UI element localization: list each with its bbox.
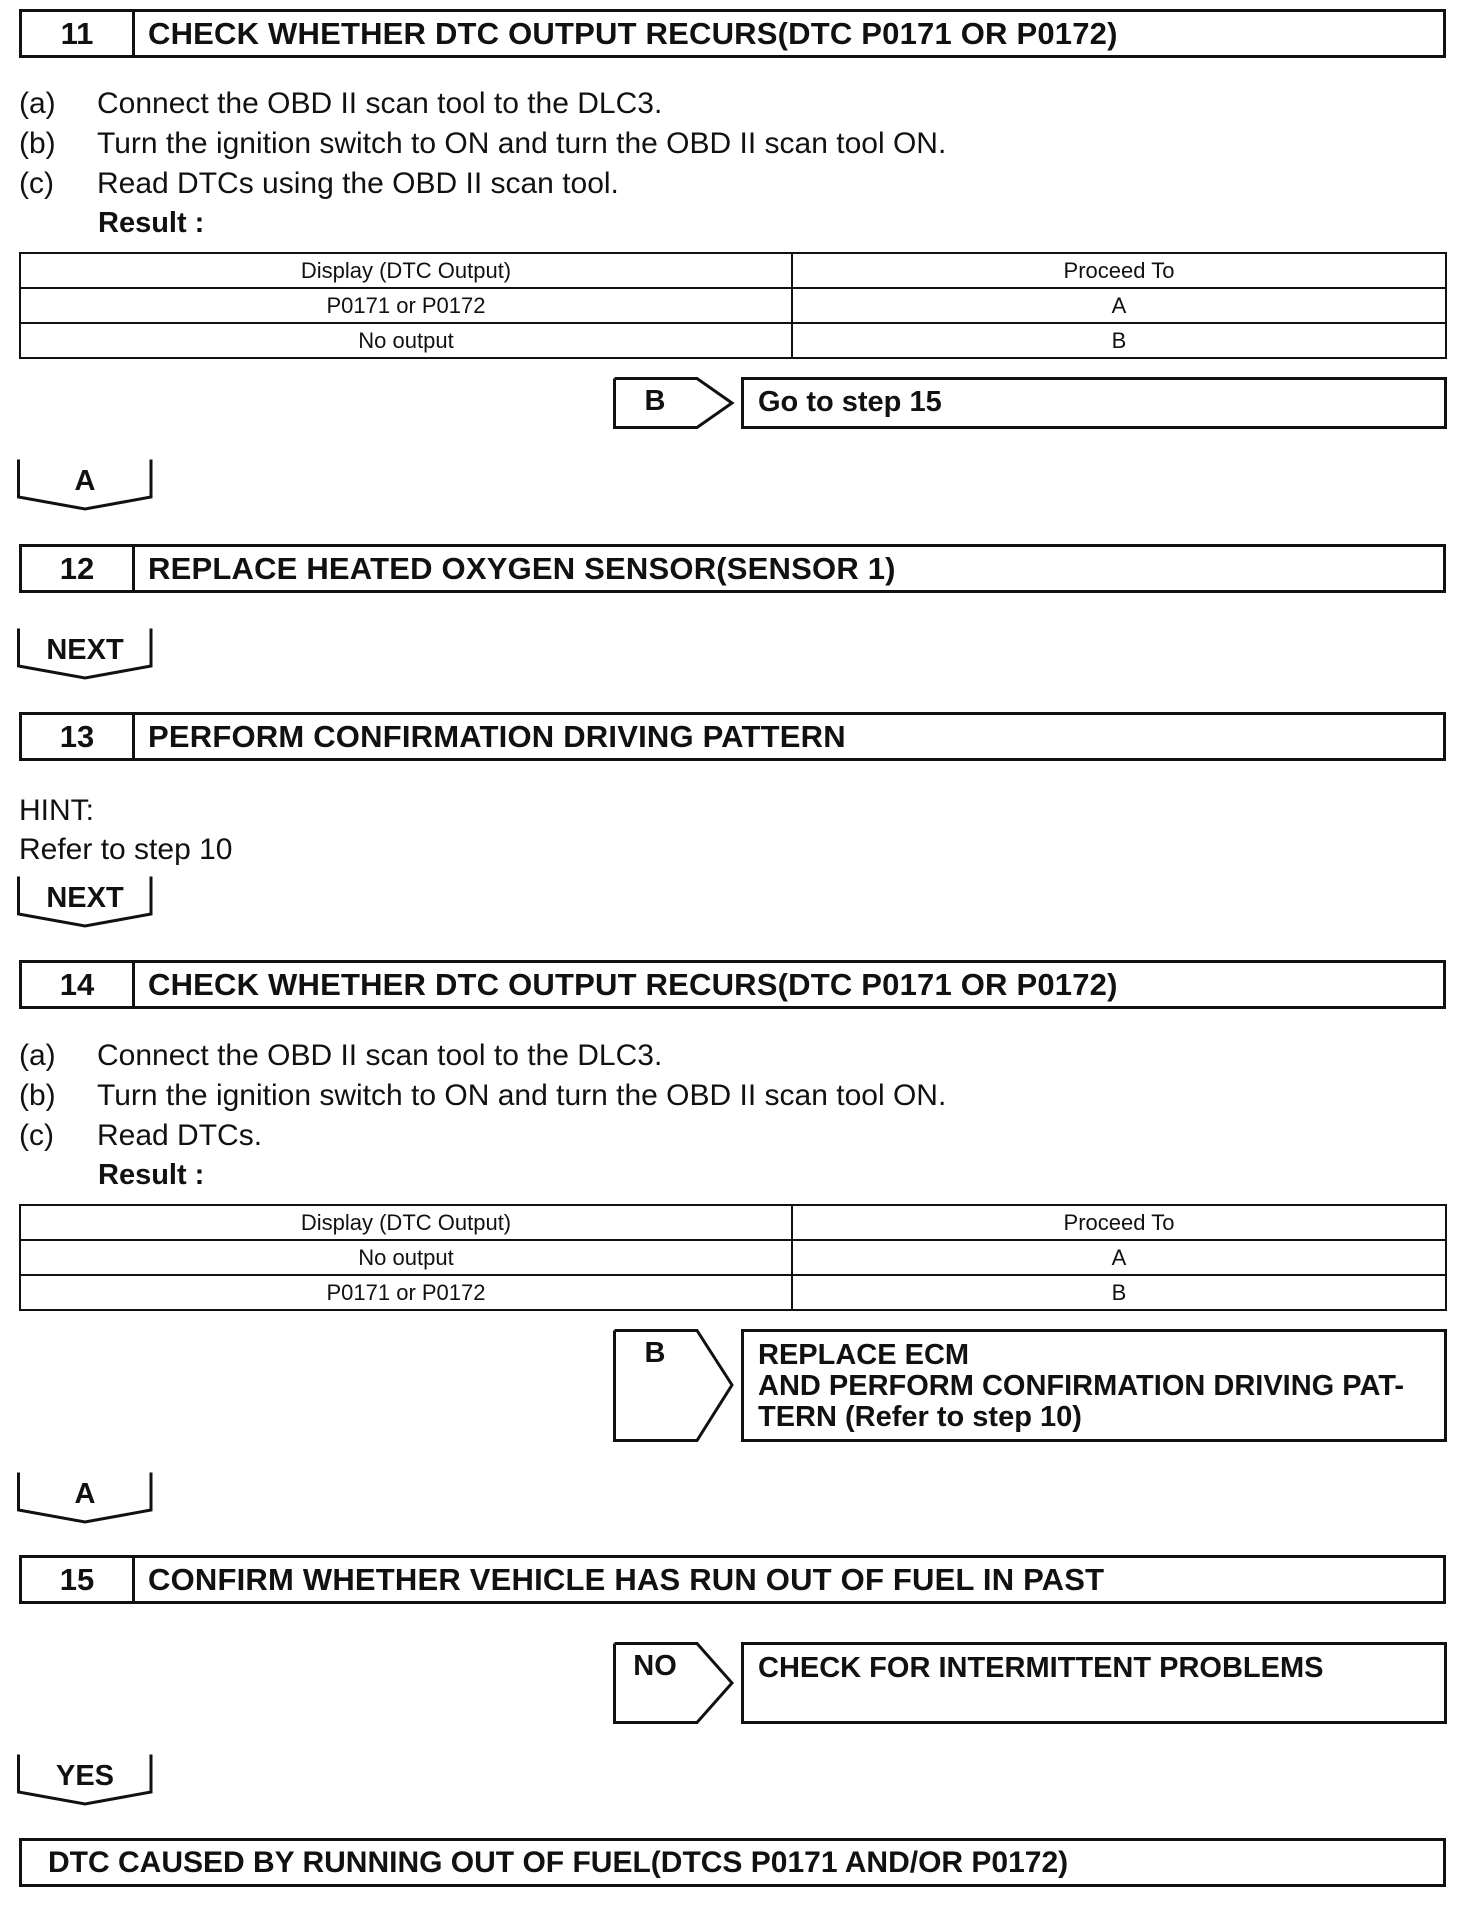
step-title: REPLACE HEATED OXYGEN SENSOR(SENSOR 1) [148, 550, 896, 586]
branch-b-arrow [613, 377, 735, 429]
item-label: (c) [19, 167, 54, 200]
step-12-header [19, 544, 1446, 593]
instruction-item [19, 1119, 262, 1153]
destination-line: AND PERFORM CONFIRMATION DRIVING PAT- [758, 1370, 1405, 1402]
table-cell: B [792, 323, 1446, 358]
item-label: (a) [19, 1039, 56, 1072]
item-text: Read DTCs. [97, 1119, 263, 1152]
item-text: Turn the ignition switch to ON and turn the OBD II scan tool ON. [97, 127, 947, 160]
tag-label: A [74, 465, 96, 497]
result-label: Result : [98, 207, 205, 239]
hint-text: Refer to step 10 [19, 833, 233, 866]
next-tag-a [17, 1471, 157, 1525]
branch-destination: Go to step 15 [741, 377, 1447, 429]
instruction-item [19, 167, 619, 201]
result-table [19, 252, 1447, 359]
table-cell: P0171 or P0172 [20, 1275, 792, 1310]
step-title: PERFORM CONFIRMATION DRIVING PATTERN [148, 718, 846, 754]
destination-line: REPLACE ECM [758, 1339, 970, 1371]
step-11-header [19, 9, 1446, 58]
result-label: Result : [98, 1159, 205, 1191]
table-cell: A [792, 288, 1446, 323]
table-header: Display (DTC Output) [20, 253, 792, 288]
branch-destination [741, 1329, 1447, 1442]
branch-no-arrow [613, 1642, 735, 1724]
branch-label: NO [633, 1650, 677, 1682]
item-text: Connect the OBD II scan tool to the DLC3. [97, 87, 663, 120]
item-text: Connect the OBD II scan tool to the DLC3. [97, 1039, 663, 1072]
step-14-header [19, 960, 1446, 1009]
branch-label: B [644, 385, 666, 417]
next-tag-yes [17, 1753, 157, 1807]
table-cell: B [792, 1275, 1446, 1310]
step-13-header [19, 712, 1446, 761]
step-number: 11 [22, 12, 135, 55]
tag-label: NEXT [46, 634, 124, 666]
table-header: Proceed To [792, 1205, 1446, 1240]
branch-b-arrow [613, 1329, 735, 1442]
instruction-item [19, 127, 946, 161]
step-number: 13 [22, 715, 135, 758]
destination-line: TERN (Refer to step 10) [758, 1401, 1082, 1433]
table-cell: P0171 or P0172 [20, 288, 792, 323]
step-15-header [19, 1555, 1446, 1604]
tag-label: YES [55, 1760, 115, 1792]
table-row [20, 323, 1446, 358]
item-text: Read DTCs using the OBD II scan tool. [97, 167, 619, 200]
instruction-item [19, 1039, 662, 1073]
next-tag-a [17, 458, 157, 512]
step-number: 15 [22, 1558, 135, 1601]
step-number: 12 [22, 547, 135, 590]
table-cell: No output [20, 323, 792, 358]
next-tag [17, 875, 157, 929]
result-table [19, 1204, 1447, 1311]
item-label: (c) [19, 1119, 54, 1152]
tag-label: NEXT [46, 882, 124, 914]
step-number: 14 [22, 963, 135, 1006]
table-row [20, 288, 1446, 323]
branch-destination: CHECK FOR INTERMITTENT PROBLEMS [741, 1642, 1447, 1724]
item-label: (b) [19, 127, 56, 160]
table-row [20, 1240, 1446, 1275]
table-header: Proceed To [792, 253, 1446, 288]
item-label: (b) [19, 1079, 56, 1112]
table-row [20, 1275, 1446, 1310]
item-label: (a) [19, 87, 56, 120]
step-title: CHECK WHETHER DTC OUTPUT RECURS(DTC P0171 OR P0172) [148, 15, 1118, 51]
tag-label: A [74, 1478, 96, 1510]
final-conclusion-box: DTC CAUSED BY RUNNING OUT OF FUEL(DTCS P0171 AND/OR P0172) [19, 1838, 1446, 1887]
table-cell: No output [20, 1240, 792, 1275]
step-title: CHECK WHETHER DTC OUTPUT RECURS(DTC P0171 OR P0172) [148, 966, 1118, 1002]
table-header-row [20, 253, 1446, 288]
item-text: Turn the ignition switch to ON and turn the OBD II scan tool ON. [97, 1079, 947, 1112]
table-header: Display (DTC Output) [20, 1205, 792, 1240]
table-cell: A [792, 1240, 1446, 1275]
instruction-item [19, 1079, 946, 1113]
step-title: CONFIRM WHETHER VEHICLE HAS RUN OUT OF FUEL IN PAST [148, 1561, 1105, 1597]
branch-label: B [644, 1337, 666, 1369]
hint-label: HINT: [19, 794, 94, 827]
next-tag [17, 627, 157, 681]
instruction-item [19, 87, 662, 121]
table-header-row [20, 1205, 1446, 1240]
